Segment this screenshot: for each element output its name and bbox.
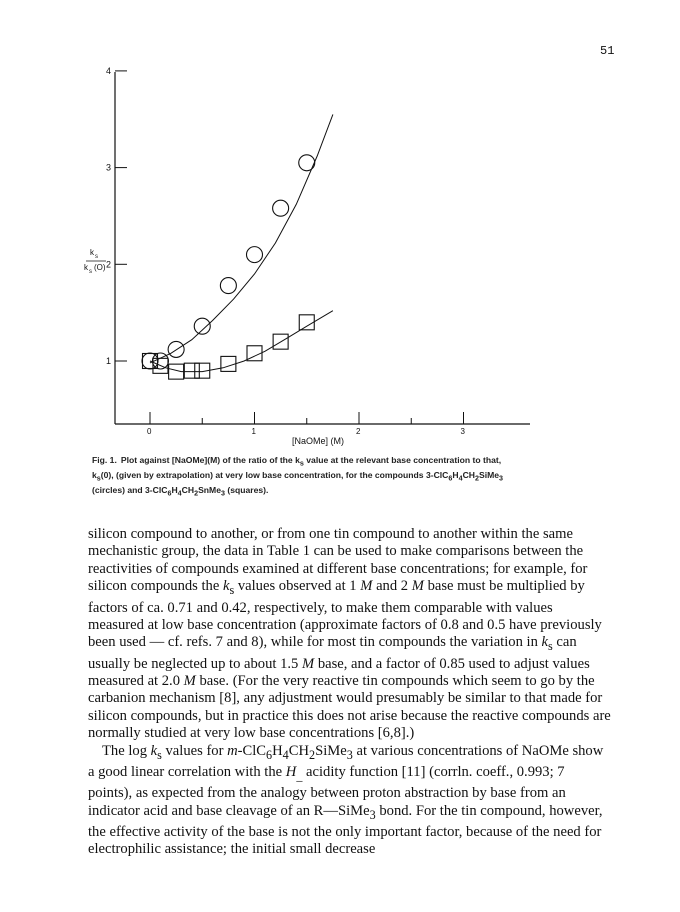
y-tick-label: 2	[106, 259, 112, 270]
circle-point	[299, 155, 315, 171]
y-tick-label: 3	[106, 162, 112, 173]
y-axis-label-numerator-sub: s	[95, 254, 98, 260]
y-axis-label-denominator: k	[84, 263, 88, 272]
series-circle-curve	[150, 114, 333, 363]
y-axis-label-numerator: k	[90, 248, 94, 257]
x-tick-label: 1	[251, 427, 256, 436]
page-number: 51	[600, 44, 615, 58]
x-tick-label: 2	[356, 427, 361, 436]
square-point	[184, 363, 199, 378]
body-text	[88, 526, 611, 859]
caption-label: Fig. 1.	[92, 455, 117, 465]
paragraph-2: The $\log k_s$ values for $m-ClC_6H_4CH_2SiMe_3$ at various concentrations of NaOMe show a good linear correlation with the $H_{\_}$ acidity function [11] (corrln. coeff., 0.993; 7 points), as expected from the analogy between proton abstraction by base from an indicator acid and base cleavage of an R—SiMe$_3$ bond. For the tin compound, however, the effective activity of the base is not the only important factor, because of the need for electrophilic assistance; the initial small decrease	[88, 742, 604, 858]
caption-text: Plot against [NaOMe](M) of the ratio of the k	[120, 455, 300, 465]
fitted-curves	[150, 114, 333, 371]
circle-point	[273, 200, 289, 216]
y-tick-label: 4	[106, 65, 112, 76]
data-markers	[142, 155, 315, 379]
figure-plot	[0, 0, 680, 452]
figure-caption: Fig. 1. Plot against [NaOMe](M) of the ratio of the $k_s$ value at the relevant base concentration to that, $k_s(0)$, (given by extrapolation) at very low base concentration, for the compounds $3-ClC_6H_4CH_2SiMe_3$ (circles) and $3-ClC_6H_4CH_2SnMe_3$ (squares).	[92, 455, 504, 498]
circle-point	[247, 247, 263, 263]
x-tick-label: 0	[147, 427, 152, 436]
y-axis-label-denominator-suffix: (O)	[94, 263, 106, 272]
x-axis-label: [NaOMe] (M)	[292, 436, 345, 446]
y-axis-label-denominator-sub: s	[89, 269, 92, 275]
circle-point	[220, 278, 236, 294]
y-tick-label: 1	[106, 356, 112, 366]
square-point	[299, 315, 314, 330]
circle-point	[194, 318, 210, 334]
tick-labels	[106, 66, 466, 436]
paragraph-1: silicon compound to another, or from one tin compound to another within the same mechanistic group, the data in Table 1 can be used to make comparisons between the reactivities of compounds examined at different base concentrations; for example, for silicon compounds the $k_s$ values observed at 1 M and 2 M base must be multiplied by factors of ca. 0.71 and 0.42, respectively, to make them comparable with values measured at low base concentration (approximate factors of 0.8 and 0.5 have previously been used — cf. refs. 7 and 8), while for most tin compounds the variation in $k_s$ can usually be neglected up to about 1.5 M base, and a factor of 0.85 used to adjust values measured at 2.0 M base. (For the very reactive tin compounds which seem to go by the carbanion mechanism [8], any adjustment would presumably be similar to that made for silicon compounds, but in practice this does not arise because the reactive compounds are normally studied at very low base concentrations [6,8].)	[88, 526, 611, 742]
x-tick-label: 3	[460, 427, 465, 436]
